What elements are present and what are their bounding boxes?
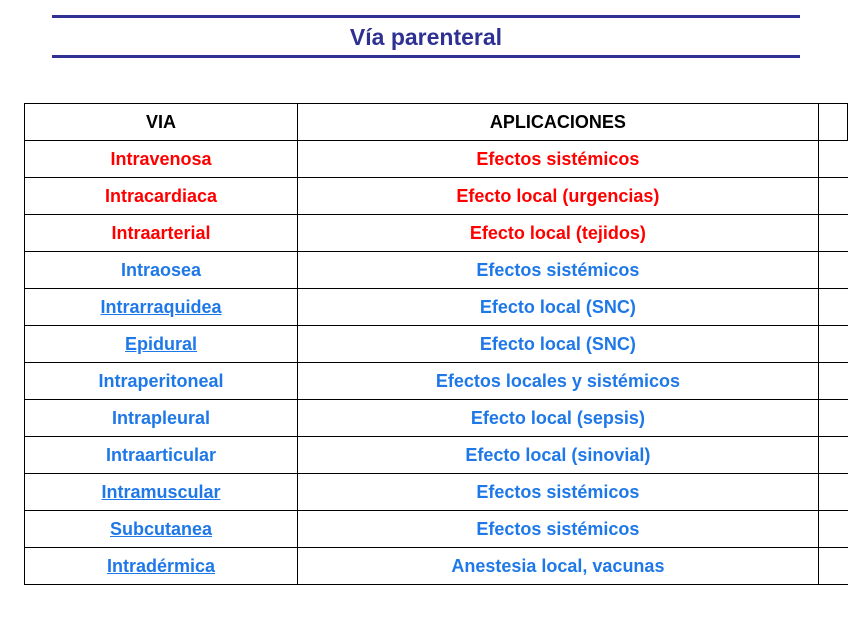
column-header-via: VIA — [25, 104, 298, 141]
empty-column-cell — [818, 511, 847, 548]
aplicacion-cell: Anestesia local, vacunas — [298, 548, 819, 585]
empty-column-cell — [818, 474, 847, 511]
aplicacion-cell: Efecto local (SNC) — [298, 326, 819, 363]
routes-table — [24, 103, 848, 585]
via-cell[interactable]: Subcutanea — [25, 511, 298, 548]
table-row — [25, 400, 848, 437]
aplicacion-cell: Efecto local (sepsis) — [298, 400, 819, 437]
empty-column-cell — [818, 289, 847, 326]
page-title: Vía parenteral — [349, 24, 503, 50]
table-row — [25, 178, 848, 215]
table-row — [25, 363, 848, 400]
empty-column-cell — [818, 363, 847, 400]
via-cell[interactable]: Intrarraquidea — [25, 289, 298, 326]
empty-column-cell — [818, 104, 847, 141]
title-bottom-rule — [52, 55, 800, 58]
empty-column-cell — [818, 141, 847, 178]
via-cell: Intraperitoneal — [25, 363, 298, 400]
via-cell: Intrapleural — [25, 400, 298, 437]
table-row — [25, 511, 848, 548]
via-cell[interactable]: Intramuscular — [25, 474, 298, 511]
aplicacion-cell: Efectos sistémicos — [298, 252, 819, 289]
table-row — [25, 548, 848, 585]
via-cell: Intraarterial — [25, 215, 298, 252]
empty-column-cell — [818, 548, 847, 585]
via-cell: Intraarticular — [25, 437, 298, 474]
title-top-rule — [52, 15, 800, 18]
table-row — [25, 326, 848, 363]
via-cell[interactable]: Epidural — [25, 326, 298, 363]
table-row — [25, 437, 848, 474]
via-cell: Intravenosa — [25, 141, 298, 178]
aplicacion-cell: Efectos sistémicos — [298, 474, 819, 511]
aplicacion-cell: Efectos sistémicos — [298, 511, 819, 548]
table-header-row — [25, 104, 848, 141]
aplicacion-cell: Efectos locales y sistémicos — [298, 363, 819, 400]
aplicacion-cell: Efecto local (tejidos) — [298, 215, 819, 252]
empty-column-cell — [818, 400, 847, 437]
empty-column-cell — [818, 215, 847, 252]
via-cell: Intracardiaca — [25, 178, 298, 215]
table-row — [25, 289, 848, 326]
empty-column-cell — [818, 326, 847, 363]
aplicacion-cell: Efecto local (urgencias) — [298, 178, 819, 215]
aplicacion-cell: Efecto local (sinovial) — [298, 437, 819, 474]
table-row — [25, 215, 848, 252]
empty-column-cell — [818, 178, 847, 215]
empty-column-cell — [818, 252, 847, 289]
via-cell: Intraosea — [25, 252, 298, 289]
table-row — [25, 141, 848, 178]
aplicacion-cell: Efectos sistémicos — [298, 141, 819, 178]
via-cell[interactable]: Intradérmica — [25, 548, 298, 585]
table-row — [25, 252, 848, 289]
empty-column-cell — [818, 437, 847, 474]
aplicacion-cell: Efecto local (SNC) — [298, 289, 819, 326]
table-row — [25, 474, 848, 511]
column-header-aplicaciones: APLICACIONES — [298, 104, 819, 141]
